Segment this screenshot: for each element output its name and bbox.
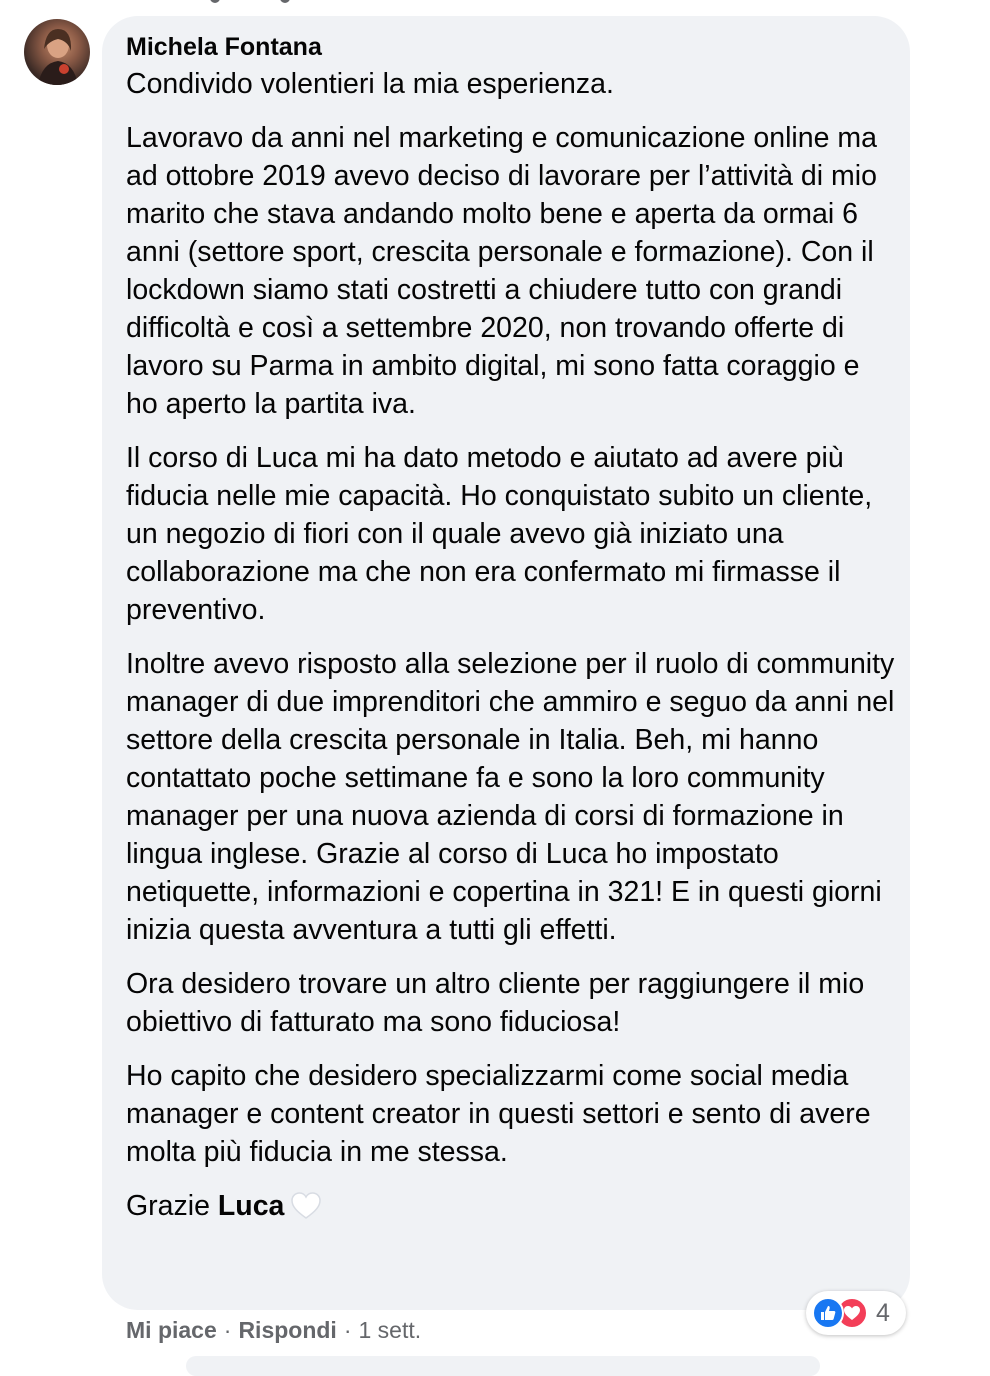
- comment-author[interactable]: Michela Fontana: [126, 33, 322, 61]
- comment-paragraph: Ora desidero trovare un altro cliente per raggiungere il mio obiettivo di fatturato ma sono fiduciosa!: [126, 968, 865, 1038]
- comment-timestamp[interactable]: 1 sett.: [358, 1317, 422, 1343]
- mention-luca[interactable]: Luca: [217, 1190, 285, 1222]
- white-heart-icon: [290, 1191, 322, 1231]
- next-comment-cutoff: [186, 1356, 820, 1376]
- avatar-photo: [24, 19, 90, 85]
- reactions-summary[interactable]: [806, 1291, 906, 1335]
- like-reaction-icon: [812, 1297, 844, 1329]
- comment-paragraph: Ho capito che desidero specializzarmi come social media manager e content creator in questi settori e sento di avere molta più fiducia in me stessa.: [126, 1060, 871, 1168]
- comment-text: [126, 65, 896, 1247]
- reaction-count: 4: [876, 1298, 890, 1327]
- comment-paragraph: Lavoravo da anni nel marketing e comunicazione online ma ad ottobre 2019 avevo deciso di lavorare per l’attività di mio marito che stava andando molto bene e aperta da ormai 6 anni (settore sport, crescita personale e formazione). Con il lockdown siamo stati costretti a chiudere tutto con grandi difficoltà e così a settembre 2020, non trovando offerte di lavoro su Parma in ambito digital, mi sono fatta coraggio e ho aperto la partita iva.: [126, 122, 877, 420]
- thanks-text: Grazie: [126, 1190, 218, 1222]
- like-button[interactable]: Mi piace: [126, 1317, 217, 1343]
- separator: ·: [223, 1317, 232, 1343]
- comment-paragraph: Condivido volentieri la mia esperienza.: [126, 68, 614, 100]
- comment-paragraph: Inoltre avevo risposto alla selezione per il ruolo di community manager di due imprenditori che ammiro e seguo da anni nel settore della crescita personale in Italia. Beh, mi hanno contattato poche settimane fa e sono la loro community manager per una nuova azienda di corsi di formazione in lingua inglese. Grazie al corso di Luca ho impostato netiquette, informazioni e copertina in 321! E in questi giorni inizia questa avventura a tutti gli effetti.: [126, 648, 895, 946]
- avatar[interactable]: [24, 19, 90, 85]
- comment-paragraph: Il corso di Luca mi ha dato metodo e aiutato ad avere più fiducia nelle mie capacità. Ho conquistato subito un cliente, un negozio di fiori con il quale avevo già iniziato una collaborazione ma che non era confermato mi firmasse il preventivo.: [126, 442, 873, 626]
- previous-comment-cutoff: [210, 0, 390, 4]
- comment-actions: [126, 1315, 421, 1345]
- separator: ·: [343, 1317, 352, 1343]
- reply-button[interactable]: Rispondi: [238, 1317, 337, 1343]
- comment-thanks-line: [126, 1187, 896, 1231]
